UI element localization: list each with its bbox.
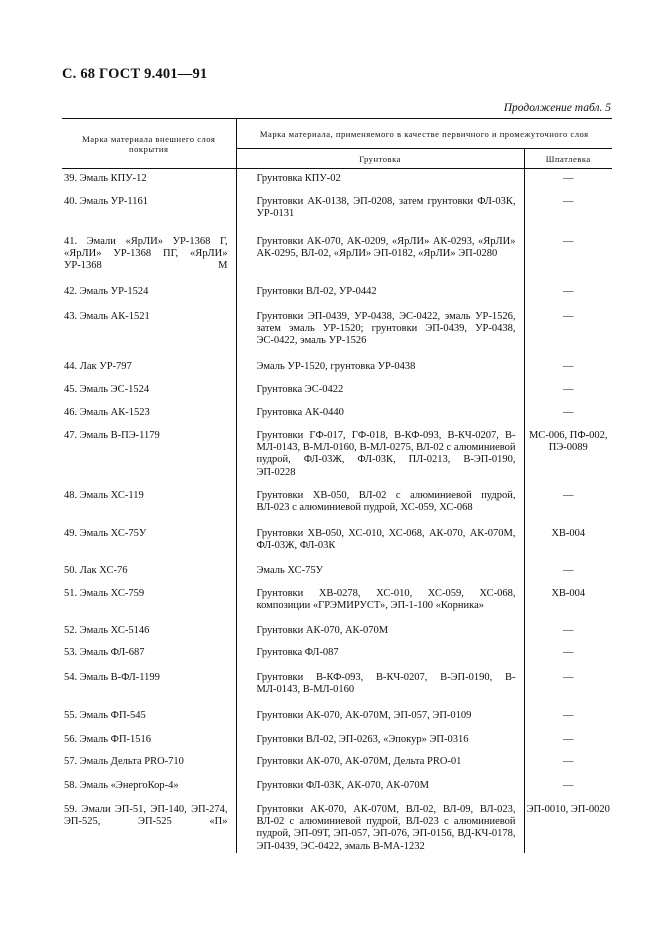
col-header-primary-group: Марка материала, применяемого в качестве первичного и промежуточного слоя	[236, 119, 612, 149]
cell-material: 59. Эмали ЭП-51, ЭП-140, ЭП-274, ЭП-525, ЭП-525 «П»	[64, 803, 228, 827]
cell-primer: Грунтовки ХВ-0278, ХС-010, ХС-059, ХС-068, композиции «ГРЭМИРУСТ», ЭП-1-100 «Корника»	[236, 584, 524, 621]
table-row	[62, 621, 612, 643]
page-title: С. 68 ГОСТ 9.401—91	[62, 66, 208, 82]
coating-materials-table	[62, 118, 612, 853]
table-row	[62, 426, 612, 486]
cell-putty: —	[524, 169, 612, 192]
cell-putty: —	[524, 752, 612, 776]
table-row	[62, 282, 612, 307]
cell-primer: Грунтовки ФЛ-03К, АК-070, АК-070М	[236, 776, 524, 800]
cell-putty: —	[524, 282, 612, 307]
cell-material: 58. Эмаль «ЭнергоКор-4»	[64, 779, 179, 791]
cell-material: 40. Эмаль УР-1161	[64, 195, 149, 207]
cell-primer: Эмаль ХС-75У	[236, 561, 524, 584]
cell-material: 54. Эмаль В-ФЛ-1199	[64, 671, 160, 683]
col-header-putty: Шпатлевка	[524, 149, 612, 169]
table-body	[62, 169, 612, 854]
table-row	[62, 730, 612, 752]
cell-material: 56. Эмаль ФП-1516	[64, 733, 152, 745]
cell-primer: Грунтовки АК-0138, ЭП-0208, затем грунтовки ФЛ-03К, УР-0131	[236, 192, 524, 232]
cell-material: 47. Эмаль В-ПЭ-1179	[64, 429, 160, 441]
table-continuation-label: Продолжение табл. 5	[503, 102, 611, 114]
table-row	[62, 800, 612, 854]
cell-putty: —	[524, 730, 612, 752]
cell-primer: Грунтовка АК-0440	[236, 403, 524, 426]
cell-material: 46. Эмаль АК-1523	[64, 406, 150, 418]
cell-putty: —	[524, 380, 612, 403]
cell-material: 51. Эмаль ХС-759	[64, 587, 145, 599]
table-row	[62, 169, 612, 192]
table-row	[62, 584, 612, 621]
cell-primer: Эмаль УР-1520, грунтовка УР-0438	[236, 357, 524, 380]
cell-putty: —	[524, 561, 612, 584]
table-row	[62, 232, 612, 282]
table-row	[62, 706, 612, 730]
cell-material: 41. Эмали «ЯрЛИ» УР-1368 Г, «ЯрЛИ» УР-1368 ПГ, «ЯрЛИ» УР-1368 М	[64, 235, 228, 272]
cell-putty: —	[524, 403, 612, 426]
col-header-primer: Грунтовка	[236, 149, 524, 169]
cell-primer: Грунтовки ГФ-017, ГФ-018, В-КФ-093, В-КЧ-0207, В-МЛ-0143, В-МЛ-0160, В-МЛ-0275, ВЛ-02 с алюминиевой пудрой, ФЛ-03Ж, ФЛ-03К, ПЛ-0213, В-ЭП-0190, ЭП-0228	[236, 426, 524, 486]
cell-material: 39. Эмаль КПУ-12	[64, 173, 147, 184]
cell-putty: —	[524, 643, 612, 668]
cell-putty: —	[524, 776, 612, 800]
cell-material: 44. Лак УР-797	[64, 360, 132, 372]
table-row	[62, 561, 612, 584]
cell-putty: —	[524, 357, 612, 380]
cell-putty: МС-006, ПФ-002, ПЭ-0089	[524, 426, 612, 486]
table-row	[62, 486, 612, 524]
cell-putty: —	[524, 192, 612, 232]
table-row	[62, 357, 612, 380]
cell-material: 42. Эмаль УР-1524	[64, 285, 149, 297]
table-row	[62, 524, 612, 561]
cell-primer: Грунтовка ФЛ-087	[236, 643, 524, 668]
cell-material: 57. Эмаль Дельта PRO-710	[64, 755, 184, 767]
table-row	[62, 776, 612, 800]
cell-primer: Грунтовки ХВ-050, ХС-010, ХС-068, АК-070, АК-070М, ФЛ-03Ж, ФЛ-03К	[236, 524, 524, 561]
cell-primer: Грунтовки АК-070, АК-0209, «ЯрЛИ» АК-0293, «ЯрЛИ» АК-0295, ВЛ-02, «ЯрЛИ» ЭП-0182, «ЯрЛИ» ЭП-0280	[236, 232, 524, 282]
cell-primer: Грунтовки ВЛ-02, УР-0442	[236, 282, 524, 307]
cell-material: 50. Лак ХС-76	[64, 564, 128, 576]
cell-material: 43. Эмаль АК-1521	[64, 310, 150, 322]
cell-material: 45. Эмаль ЭС-1524	[64, 383, 150, 395]
table-row	[62, 380, 612, 403]
cell-primer: Грунтовки ЭП-0439, УР-0438, ЭС-0422, эмаль УР-1526, затем эмаль УР-1520; грунтовки ЭП-0439, УР-0438, ЭС-0422, эмаль УР-1526	[236, 307, 524, 357]
cell-primer: Грунтовка КПУ-02	[236, 169, 524, 192]
cell-primer: Грунтовки АК-070, АК-070М, ВЛ-02, ВЛ-09, ВЛ-023, ВЛ-02 с алюминиевой пудрой, ВЛ-023 с алюминиевой пудрой, ЭП-09Т, ЭП-057, ЭП-076, ЭП-0156, ВД-КЧ-0178, ЭП-0439, ЭС-0422, эмаль В-МА-1232	[236, 800, 524, 854]
cell-primer: Грунтовки АК-070, АК-070М, Дельта PRO-01	[236, 752, 524, 776]
cell-putty: —	[524, 706, 612, 730]
cell-material: 55. Эмаль ФП-545	[64, 709, 146, 721]
cell-primer: Грунтовки АК-070, АК-070М	[236, 621, 524, 643]
table-row	[62, 307, 612, 357]
cell-primer: Грунтовка ЭС-0422	[236, 380, 524, 403]
cell-primer: Грунтовки ВЛ-02, ЭП-0263, «Эпокур» ЭП-0316	[236, 730, 524, 752]
cell-material: 52. Эмаль ХС-5146	[64, 624, 150, 636]
table-row	[62, 752, 612, 776]
cell-material: 53. Эмаль ФЛ-687	[64, 646, 145, 658]
cell-putty: ЭП-0010, ЭП-0020	[524, 800, 612, 854]
cell-putty: —	[524, 232, 612, 282]
cell-primer: Грунтовки ХВ-050, ВЛ-02 с алюминиевой пудрой, ВЛ-023 с алюминиевой пудрой, ХС-059, ХС-068	[236, 486, 524, 524]
cell-putty: —	[524, 668, 612, 706]
cell-material: 49. Эмаль ХС-75У	[64, 527, 147, 539]
cell-putty: ХВ-004	[524, 584, 612, 621]
cell-putty: —	[524, 307, 612, 357]
col-header-material: Марка материала внешнего слоя покрытия	[62, 119, 236, 169]
table-row	[62, 192, 612, 232]
cell-putty: —	[524, 621, 612, 643]
table-row	[62, 668, 612, 706]
table-row	[62, 403, 612, 426]
cell-putty: ХВ-004	[524, 524, 612, 561]
table-row	[62, 643, 612, 668]
cell-putty: —	[524, 486, 612, 524]
cell-primer: Грунтовки В-КФ-093, В-КЧ-0207, В-ЭП-0190, В-МЛ-0143, В-МЛ-0160	[236, 668, 524, 706]
cell-material: 48. Эмаль ХС-119	[64, 489, 144, 501]
cell-primer: Грунтовки АК-070, АК-070М, ЭП-057, ЭП-0109	[236, 706, 524, 730]
